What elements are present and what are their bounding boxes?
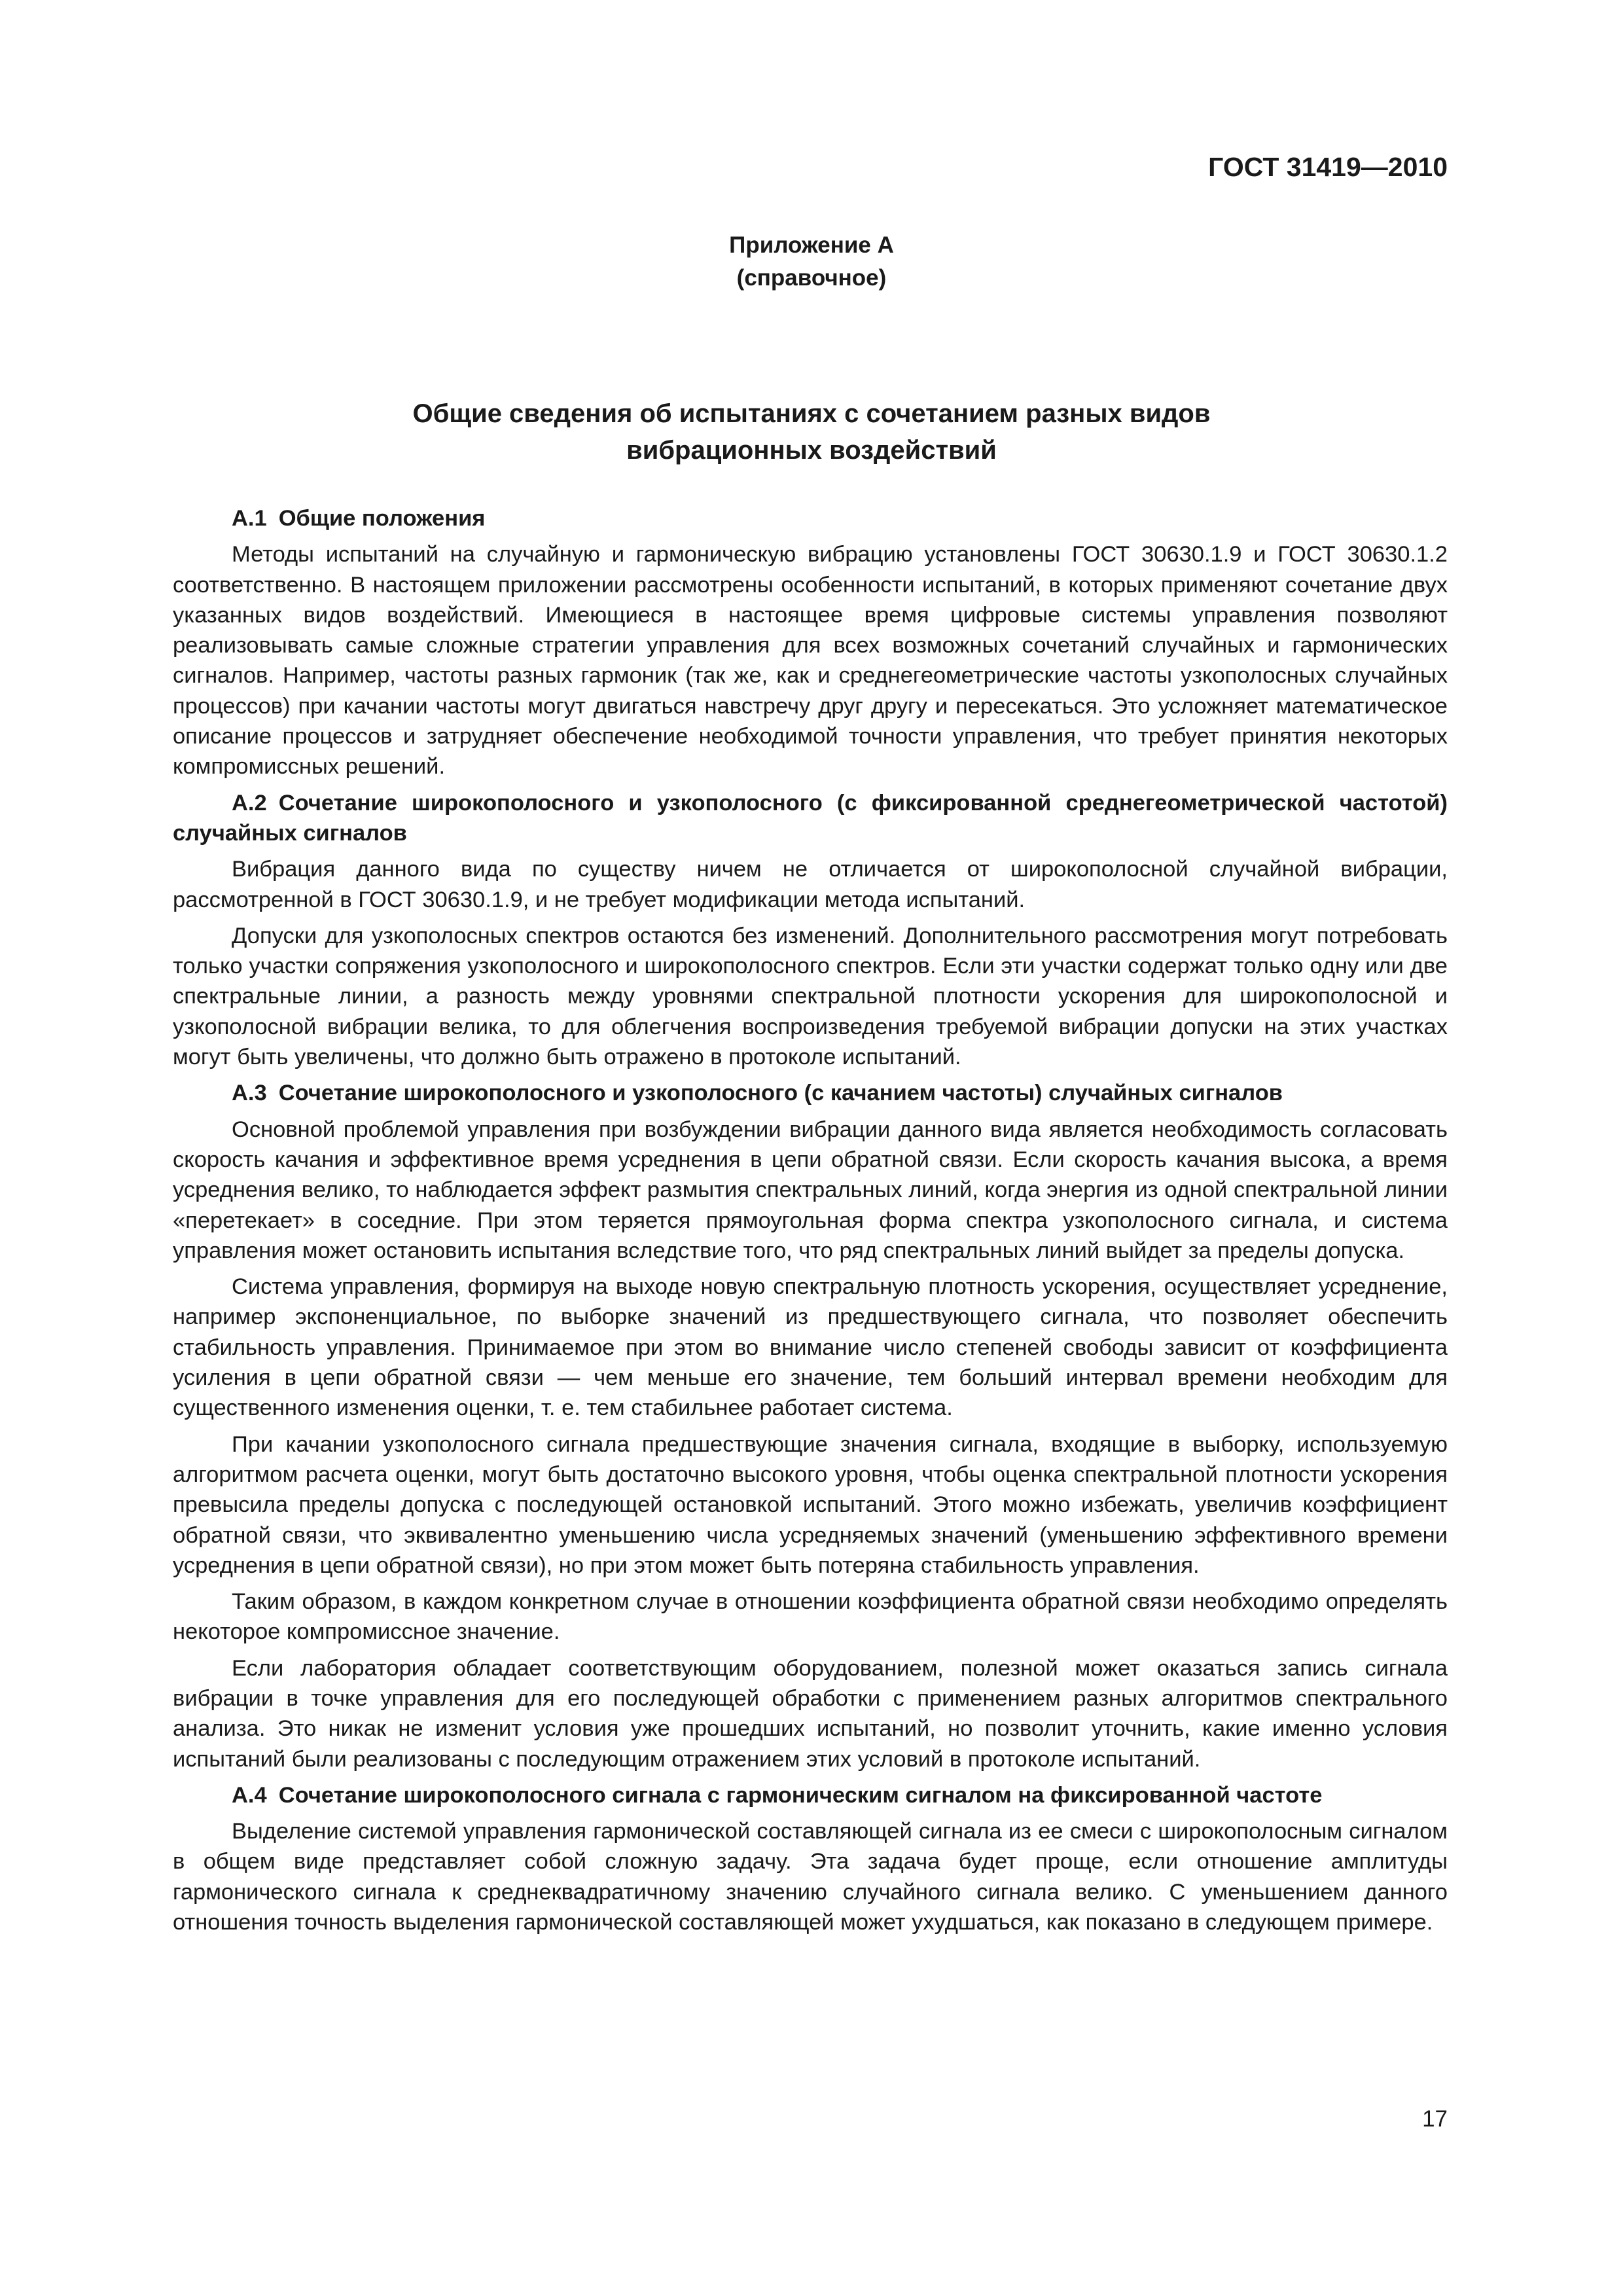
appendix-heading xyxy=(0,229,1623,295)
title-line-1: Общие сведения об испытаниях с сочетанием разных видов xyxy=(412,399,1211,428)
section-title: Общие положения xyxy=(278,506,486,531)
appendix-note: (справочное) xyxy=(736,265,887,291)
section-title: Сочетание широкополосного и узкополосного (с фиксированной среднегеометрической частотой) случайных сигналов xyxy=(173,790,1448,846)
section-number: А.2 xyxy=(232,790,267,816)
paragraph: Если лаборатория обладает соответствующим оборудованием, полезной может оказаться запись сигнала вибрации в точке управления для его последующей обработки с применением разных алгоритмов спектрального анализа. Это никак не изменит условия уже прошедших испытаний, но позволит уточнить, какие именно условия испытаний были реализованы с последующим отражением этих условий в протоколе испытаний. xyxy=(173,1655,1448,1772)
section-a3-heading xyxy=(173,1078,1448,1108)
appendix-title xyxy=(0,395,1623,469)
document-id: ГОСТ 31419—2010 xyxy=(1208,152,1448,182)
title-line-2: вибрационных воздействий xyxy=(626,436,997,465)
page-number: 17 xyxy=(1422,2106,1448,2132)
section-number: А.1 xyxy=(232,506,267,531)
paragraph: При качании узкополосного сигнала предшествующие значения сигнала, входящие в выборку, используемую алгоритмом расчета оценки, могут быть достаточно высокого уровня, чтобы оценка спектральной плотности ускорения превысила пределы допуска с последующей остановкой испытаний. Этого можно избежать, увеличив коэффициент обратной связи, что эквивалентно уменьшению числа усредняемых значений (уменьшению эффективного времени усреднения в цепи обратной связи), но при этом может быть потеряна стабильность управления. xyxy=(173,1431,1448,1578)
paragraph: Методы испытаний на случайную и гармоническую вибрацию установлены ГОСТ 30630.1.9 и ГОСТ 30630.1.2 соответственно. В настоящем приложении рассмотрены особенности испытаний, в которых применяют сочетание двух указанных видов воздействий. Имеющиеся в настоящее время цифровые системы управления позволяют реализовывать самые сложные стратегии управления для всех возможных сочетаний случайных и гармонических сигналов. Например, частоты разных гармоник (так же, как и среднегеометрические частоты узкополосных случайных процессов) при качании частоты могут двигаться навстречу друг другу и пересекаться. Это усложняет математическое описание процессов и затрудняет обеспечение необходимой точности управления, что требует принятия некоторых компромиссных решений. xyxy=(173,542,1448,780)
paragraph: Выделение системой управления гармонической составляющей сигнала из ее смеси с широкополосным сигналом в общем виде представляет собой сложную задачу. Эта задача будет проще, если отношение амплитуды гармонического сигнала к среднеквадратичному значению случайного сигнала велико. С уменьшением данного отношения точность выделения гармонической составляющей может ухудшаться, как показано в следующем примере. xyxy=(173,1819,1448,1935)
section-number: А.3 xyxy=(232,1081,267,1106)
paragraph: Система управления, формируя на выходе новую спектральную плотность ускорения, осуществляет усреднение, например экспоненциальное, по выборке значений из предшествующего сигнала, что позволяет обеспечить стабильность управления. Принимаемое при этом во внимание число степеней свободы зависит от коэффициента усиления в цепи обратной связи — чем меньше его значение, тем больший интервал времени необходим для существенного изменения оценки, т. е. тем стабильнее работает система. xyxy=(173,1274,1448,1421)
paragraph: Таким образом, в каждом конкретном случае в отношении коэффициента обратной связи необходимо определять некоторое компромиссное значение. xyxy=(173,1589,1448,1645)
section-title: Сочетание широкополосного и узкополосного (с качанием частоты) случайных сигналов xyxy=(278,1081,1283,1106)
section-a1-heading xyxy=(173,503,1448,533)
appendix-label: Приложение А xyxy=(729,232,894,258)
document-body xyxy=(173,503,1448,1937)
paragraph: Допуски для узкополосных спектров остаются без изменений. Дополнительного рассмотрения могут потребовать только участки сопряжения узкополосного и широкополосного спектров. Если эти участки содержат только одну или две спектральные линии, а разность между уровнями спектральной плотности ускорения для широкополосной и узкополосной вибрации велика, то для облегчения воспроизведения требуемой вибрации допуски на этих участках могут быть увеличены, что должно быть отражено в протоколе испытаний. xyxy=(173,923,1448,1070)
section-a4-heading xyxy=(173,1780,1448,1810)
section-number: А.4 xyxy=(232,1782,267,1808)
paragraph: Основной проблемой управления при возбуждении вибрации данного вида является необходимость согласовать скорость качания и эффективное время усреднения в цепи обратной связи. Если скорость качания высока, а время усреднения велико, то наблюдается эффект размытия спектральных линий, когда энергия из одной спектральной линии «перетекает» в соседние. При этом теряется прямоугольная форма спектра узкополосного сигнала, и система управления может остановить испытания вследствие того, что ряд спектральных линий выйдет за пределы допуска. xyxy=(173,1117,1448,1263)
section-title: Сочетание широкополосного сигнала с гармоническим сигналом на фиксированной частоте xyxy=(278,1782,1323,1808)
section-a2-heading xyxy=(173,788,1448,849)
paragraph: Вибрация данного вида по существу ничем не отличается от широкополосной случайной вибрации, рассмотренной в ГОСТ 30630.1.9, и не требует модификации метода испытаний. xyxy=(173,857,1448,912)
